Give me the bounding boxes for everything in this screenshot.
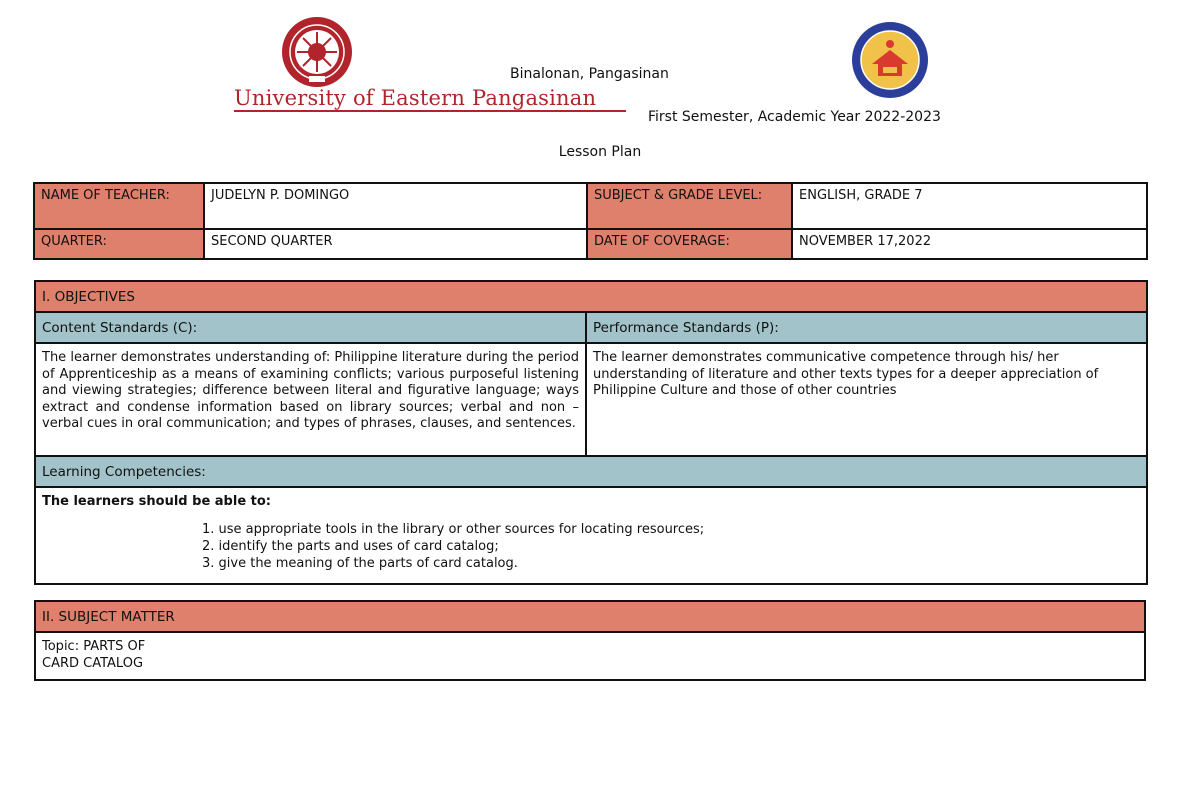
content-standards-label: Content Standards (C): — [35, 312, 586, 343]
date-label: DATE OF COVERAGE: — [587, 229, 792, 259]
list-item: 3. give the meaning of the parts of card catalog. — [202, 555, 518, 571]
topic-line-2: CARD CATALOG — [42, 655, 144, 671]
location-text: Binalonan, Pangasinan — [510, 66, 669, 82]
teacher-label: NAME OF TEACHER: — [34, 183, 204, 229]
list-item: 2. identify the parts and uses of card catalog; — [202, 538, 499, 554]
objectives-table — [34, 280, 1148, 585]
subject-matter-table — [34, 600, 1146, 681]
teacher-value: JUDELYN P. DOMINGO — [204, 183, 587, 229]
teacher-info-table — [33, 182, 1148, 260]
date-value: NOVEMBER 17,2022 — [792, 229, 1147, 259]
semester-text: First Semester, Academic Year 2022-2023 — [648, 109, 941, 125]
quarter-label: QUARTER: — [34, 229, 204, 259]
topic-line-1: Topic: PARTS OF — [42, 639, 146, 654]
topic-cell — [35, 632, 1145, 680]
subject-label: SUBJECT & GRADE LEVEL: — [587, 183, 792, 229]
content-standards-text: The learner demonstrates understanding of: Philippine literature during the period of Apprenticeship as a means of examining conflicts; various purposeful listening and viewing strategies; difference between literal and figurative language; ways extract and condense information based on library sources; verbal and non – verbal cues in oral communication; and types of phrases, clauses, and sentences. — [35, 343, 586, 456]
learning-competencies-body — [35, 487, 1147, 584]
performance-standards-text: The learner demonstrates communicative competence through his/ her understanding of literature and other texts types for a deeper appreciation of Philippine Culture and those of other countries — [586, 343, 1147, 456]
university-name-underline — [234, 110, 626, 112]
learning-competencies-label: Learning Competencies: — [35, 456, 1147, 487]
quarter-value: SECOND QUARTER — [204, 229, 587, 259]
objectives-heading: I. OBJECTIVES — [35, 281, 1147, 312]
subject-matter-heading: II. SUBJECT MATTER — [35, 601, 1145, 632]
college-seal-logo — [850, 20, 930, 100]
university-name: University of Eastern Pangasinan — [234, 86, 597, 110]
competencies-intro: The learners should be able to: — [42, 494, 272, 509]
list-item: 1. use appropriate tools in the library or other sources for locating resources; — [202, 521, 705, 537]
document-title: Lesson Plan — [558, 144, 642, 160]
competencies-list — [42, 521, 1140, 572]
university-seal-logo — [278, 16, 356, 88]
subject-value: ENGLISH, GRADE 7 — [792, 183, 1147, 229]
performance-standards-label: Performance Standards (P): — [586, 312, 1147, 343]
